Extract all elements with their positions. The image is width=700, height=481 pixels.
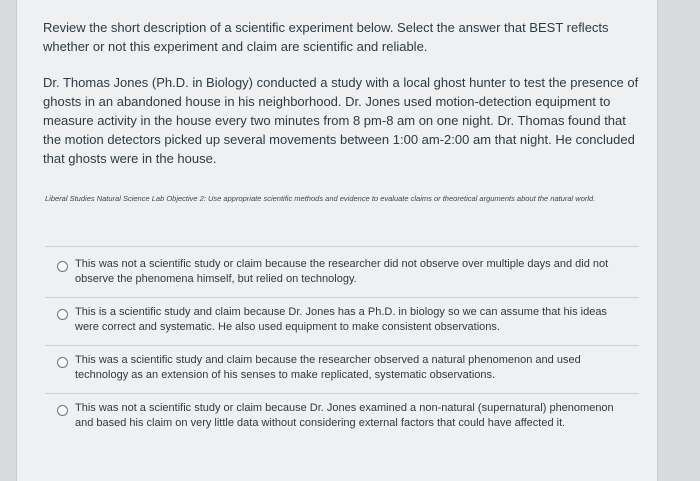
answer-option-1[interactable]	[57, 257, 637, 287]
course-objective: Liberal Studies Natural Science Lab Objective 2: Use appropriate scientific methods and evidence to evaluate claims or theoretical arguments about the natural world.	[45, 194, 596, 203]
divider	[45, 246, 639, 247]
radio-button[interactable]	[57, 405, 68, 416]
answer-label: This is a scientific study and claim because Dr. Jones has a Ph.D. in biology so we can assume that his ideas were correct and systematic. He also used equipment to make consistent observations.	[75, 306, 607, 333]
answer-label: This was a scientific study and claim because the researcher observed a natural phenomenon and used technology as an extension of his senses to make replicated, systematic observations.	[75, 354, 581, 381]
experiment-description: Dr. Thomas Jones (Ph.D. in Biology) conducted a study with a local ghost hunter to test the presence of ghosts in an abandoned house in his neighborhood. Dr. Jones used motion-detection equipment to measure activity in the house every two minutes from 8 pm-8 am on one night. Dr. Thomas found that the motion detectors picked up several movements between 1:00 am-2:00 am that night. He concluded that ghosts were in the house.	[43, 75, 639, 166]
answer-label: This was not a scientific study or claim because the researcher did not observe over multiple days and did not observe the phenomena himself, but relied on technology.	[75, 258, 609, 285]
question-panel	[16, 0, 658, 481]
answer-option-2[interactable]	[57, 305, 637, 335]
divider	[45, 345, 639, 346]
question-prompt: Review the short description of a scientific experiment below. Select the answer that BEST reflects whether or not this experiment and claim are scientific and reliable.	[43, 20, 609, 54]
radio-button[interactable]	[57, 357, 68, 368]
radio-button[interactable]	[57, 261, 68, 272]
divider	[45, 393, 639, 394]
answer-option-3[interactable]	[57, 353, 637, 383]
divider	[45, 297, 639, 298]
answer-option-4[interactable]	[57, 401, 637, 431]
radio-button[interactable]	[57, 309, 68, 320]
answer-label: This was not a scientific study or claim because Dr. Jones examined a non-natural (supernatural) phenomenon and based his claim on very little data without considering external factors that could have affected it.	[75, 402, 614, 429]
